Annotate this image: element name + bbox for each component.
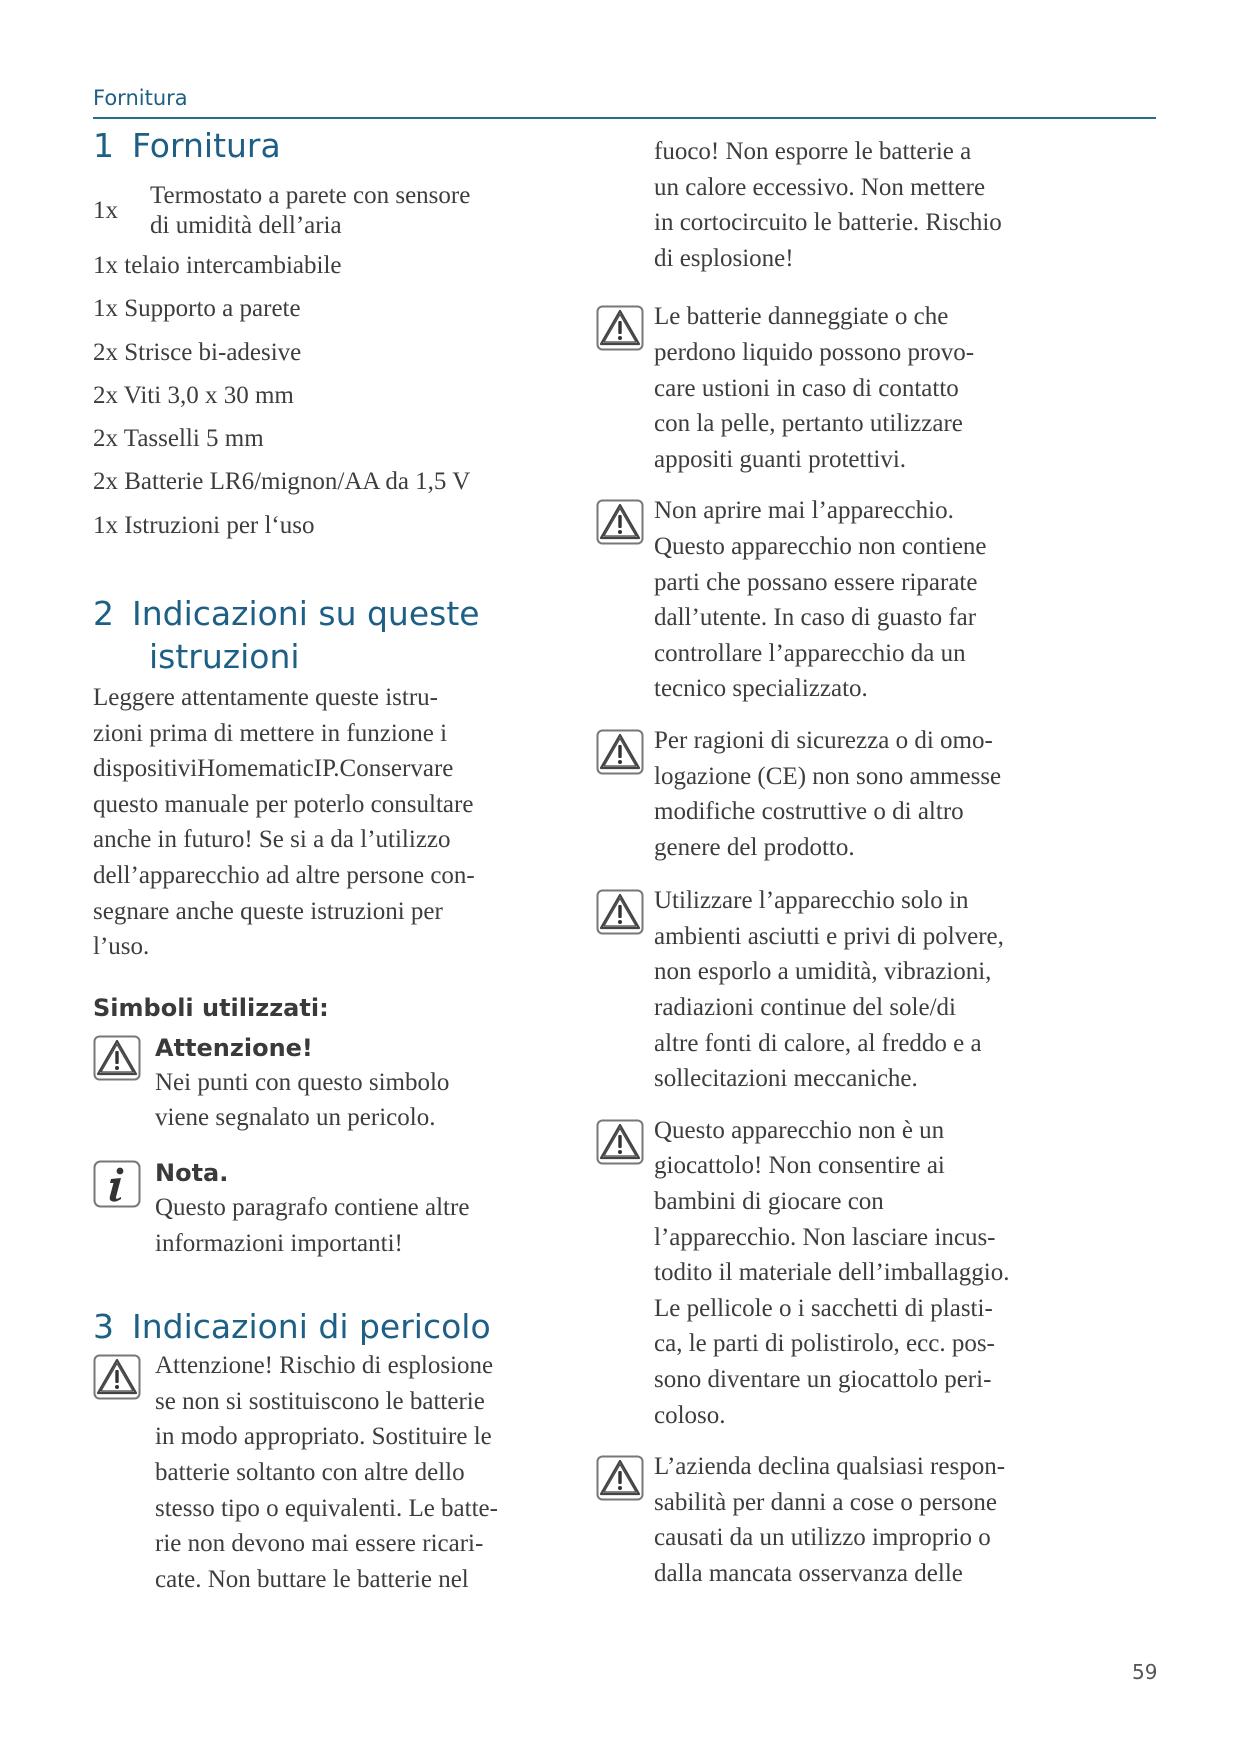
warning-line: l’apparecchio. Non lasciare incus-	[654, 1223, 996, 1251]
paragraph-line: zioni prima di mettere in funzione i	[93, 719, 448, 747]
warning-line: Le batterie danneggiate o che	[654, 303, 949, 331]
warning-line: stesso tipo o equivalenti. Le batte-	[155, 1494, 498, 1522]
warning-line: coloso.	[654, 1401, 726, 1429]
warning-line: parti che possano essere riparate	[654, 568, 978, 596]
info-icon	[93, 1156, 155, 1208]
paragraph-line: dell’apparecchio ad altre persone con-	[93, 862, 475, 890]
continuation-line: di esplosione!	[654, 244, 794, 272]
continuation-paragraph	[654, 134, 1124, 276]
symbols-heading: Simboli utilizzati:	[93, 993, 329, 1022]
left-column	[93, 126, 623, 1597]
section-1-title: Fornitura	[132, 126, 281, 165]
warning-block	[654, 493, 1124, 707]
supply-item: 1x Supporto a parete	[93, 295, 301, 323]
warning-line: cate. Non buttare le batterie nel	[155, 1565, 469, 1593]
warning-line: L’azienda declina qualsiasi respon-	[654, 1453, 1006, 1481]
paragraph-line: Leggere attentamente queste istru-	[93, 684, 438, 712]
warning-symbol-heading: Attenzione!	[155, 1033, 313, 1062]
warning-icon	[596, 1113, 654, 1165]
supply-item-first	[93, 181, 623, 241]
supply-item-desc-line2: di umidità dell’aria	[150, 212, 342, 239]
warning-line: causati da un utilizzo improprio o	[654, 1524, 991, 1552]
warning-line: rie non devono mai essere ricari-	[155, 1530, 484, 1558]
warning-line: genere del prodotto.	[654, 833, 855, 861]
warning-line: dall’utente. In caso di guasto far	[654, 604, 977, 632]
supply-item: 2x Batterie LR6/mignon/AA da 1,5 V	[93, 468, 471, 496]
warning-line: logazione (CE) non sono ammesse	[654, 762, 1002, 790]
warning-line: Utilizzare l’apparecchio solo in	[654, 887, 969, 915]
paragraph-line: anche in futuro! Se si a da l’utilizzo	[93, 826, 451, 854]
supply-item-desc-line1: Termostato a parete con sensore	[150, 182, 471, 209]
warning-line: altre fonti di calore, al freddo e a	[654, 1029, 982, 1057]
page-number: 59	[1132, 1660, 1158, 1684]
warning-line: Non aprire mai l’apparecchio.	[654, 497, 954, 525]
section-2-title-line2: istruzioni	[149, 637, 300, 677]
warning-icon	[93, 1031, 155, 1081]
supply-item: 1x telaio intercambiabile	[93, 252, 342, 279]
warning-line: tecnico specializzato.	[654, 675, 868, 703]
paragraph-line: l’uso.	[93, 933, 150, 961]
supply-item: 1x Istruzioni per l‘uso	[93, 511, 315, 539]
warning-symbol-block	[93, 1031, 623, 1136]
warning-icon	[596, 1449, 654, 1501]
warning-block	[654, 1449, 1124, 1591]
warning-line: sollecitazioni meccaniche.	[654, 1065, 918, 1093]
section-2-heading	[93, 592, 623, 678]
warning-line: radiazioni continue del sole/di	[654, 994, 956, 1022]
section-1-number: 1	[93, 126, 114, 165]
warning-line: Questo apparecchio non è un	[654, 1116, 945, 1144]
section-3-title: Indicazioni di pericolo	[132, 1307, 491, 1347]
note-symbol-line: informazioni importanti!	[155, 1229, 403, 1257]
warning-symbol-line: Nei punti con questo simbolo	[155, 1068, 450, 1096]
warning-line: ambienti asciutti e privi di polvere,	[654, 922, 1004, 950]
warning-line: Attenzione! Rischio di esplosione	[155, 1352, 494, 1380]
continuation-line: un calore eccessivo. Non mettere	[654, 173, 986, 201]
warning-block	[654, 883, 1124, 1097]
section-2-title-line1: Indicazioni su queste	[132, 594, 480, 634]
warning-line: con la pelle, pertanto utilizzare	[654, 410, 963, 438]
supply-item: 2x Strisce bi-adesive	[93, 338, 302, 366]
warning-line: care ustioni in caso di contatto	[654, 374, 959, 402]
warning-icon	[596, 723, 654, 775]
warning-line: Per ragioni di sicurezza o di omo-	[654, 726, 993, 754]
section-3-heading	[93, 1305, 623, 1348]
warning-line: in modo appropriato. Sostituire le	[155, 1423, 492, 1451]
warning-line: Questo apparecchio non contiene	[654, 532, 987, 560]
instructions-paragraph	[93, 680, 623, 965]
section-3-number: 3	[93, 1307, 114, 1347]
warning-line: appositi guanti protettivi.	[654, 445, 907, 473]
paragraph-line: segnare anche queste istruzioni per	[93, 897, 443, 925]
warning-line: dalla mancata osservanza delle	[654, 1559, 963, 1587]
warning-line: ca, le parti di polistirolo, ecc. pos-	[654, 1330, 995, 1358]
section-2-number: 2	[93, 594, 114, 634]
warning-icon	[93, 1348, 155, 1400]
warning-icon	[596, 493, 654, 545]
right-column	[654, 134, 1124, 1592]
note-symbol-block	[93, 1156, 623, 1261]
warning-block	[93, 1348, 623, 1597]
note-symbol-heading: Nota.	[155, 1159, 229, 1188]
note-symbol-line: Questo paragrafo contiene altre	[155, 1194, 470, 1222]
running-header: Fornitura	[93, 86, 188, 110]
warning-line: perdono liquido possono provo-	[654, 338, 975, 366]
warning-line: se non si sostituiscono le batterie	[155, 1387, 485, 1415]
warning-line: todito il materiale dell’imballaggio.	[654, 1259, 1010, 1287]
warning-line: non esporlo a umidità, vibrazioni,	[654, 958, 992, 986]
paragraph-line: dispositiviHomematicIP.Conservare	[93, 755, 454, 783]
warning-block	[654, 1113, 1124, 1433]
warning-line: bambini di giocare con	[654, 1188, 884, 1216]
warning-line: sabilità per danni a cose o persone	[654, 1488, 997, 1516]
warning-line: Le pellicole o i sacchetti di plasti-	[654, 1294, 993, 1322]
warning-block	[654, 299, 1124, 477]
header-rule	[93, 117, 1156, 119]
warning-icon	[596, 299, 654, 351]
warning-line: modifiche costruttive o di altro	[654, 798, 964, 826]
section-1-heading	[93, 124, 623, 167]
supply-item-qty: 1x	[93, 197, 118, 224]
supply-item: 2x Viti 3,0 x 30 mm	[93, 381, 294, 409]
warning-icon	[596, 883, 654, 935]
continuation-line: fuoco! Non esporre le batterie a	[654, 138, 972, 165]
warning-line: sono diventare un giocattolo peri-	[654, 1366, 992, 1393]
warning-symbol-line: viene segnalato un pericolo.	[155, 1104, 436, 1132]
warning-block	[654, 723, 1124, 865]
warning-line: batterie soltanto con altre dello	[155, 1458, 465, 1486]
paragraph-line: questo manuale per poterlo consultare	[93, 790, 474, 818]
warning-line: giocattolo! Non consentire ai	[654, 1152, 945, 1180]
continuation-line: in cortocircuito le batterie. Rischio	[654, 209, 1002, 237]
warning-line: controllare l’apparecchio da un	[654, 639, 966, 667]
supply-item: 2x Tasselli 5 mm	[93, 425, 264, 453]
